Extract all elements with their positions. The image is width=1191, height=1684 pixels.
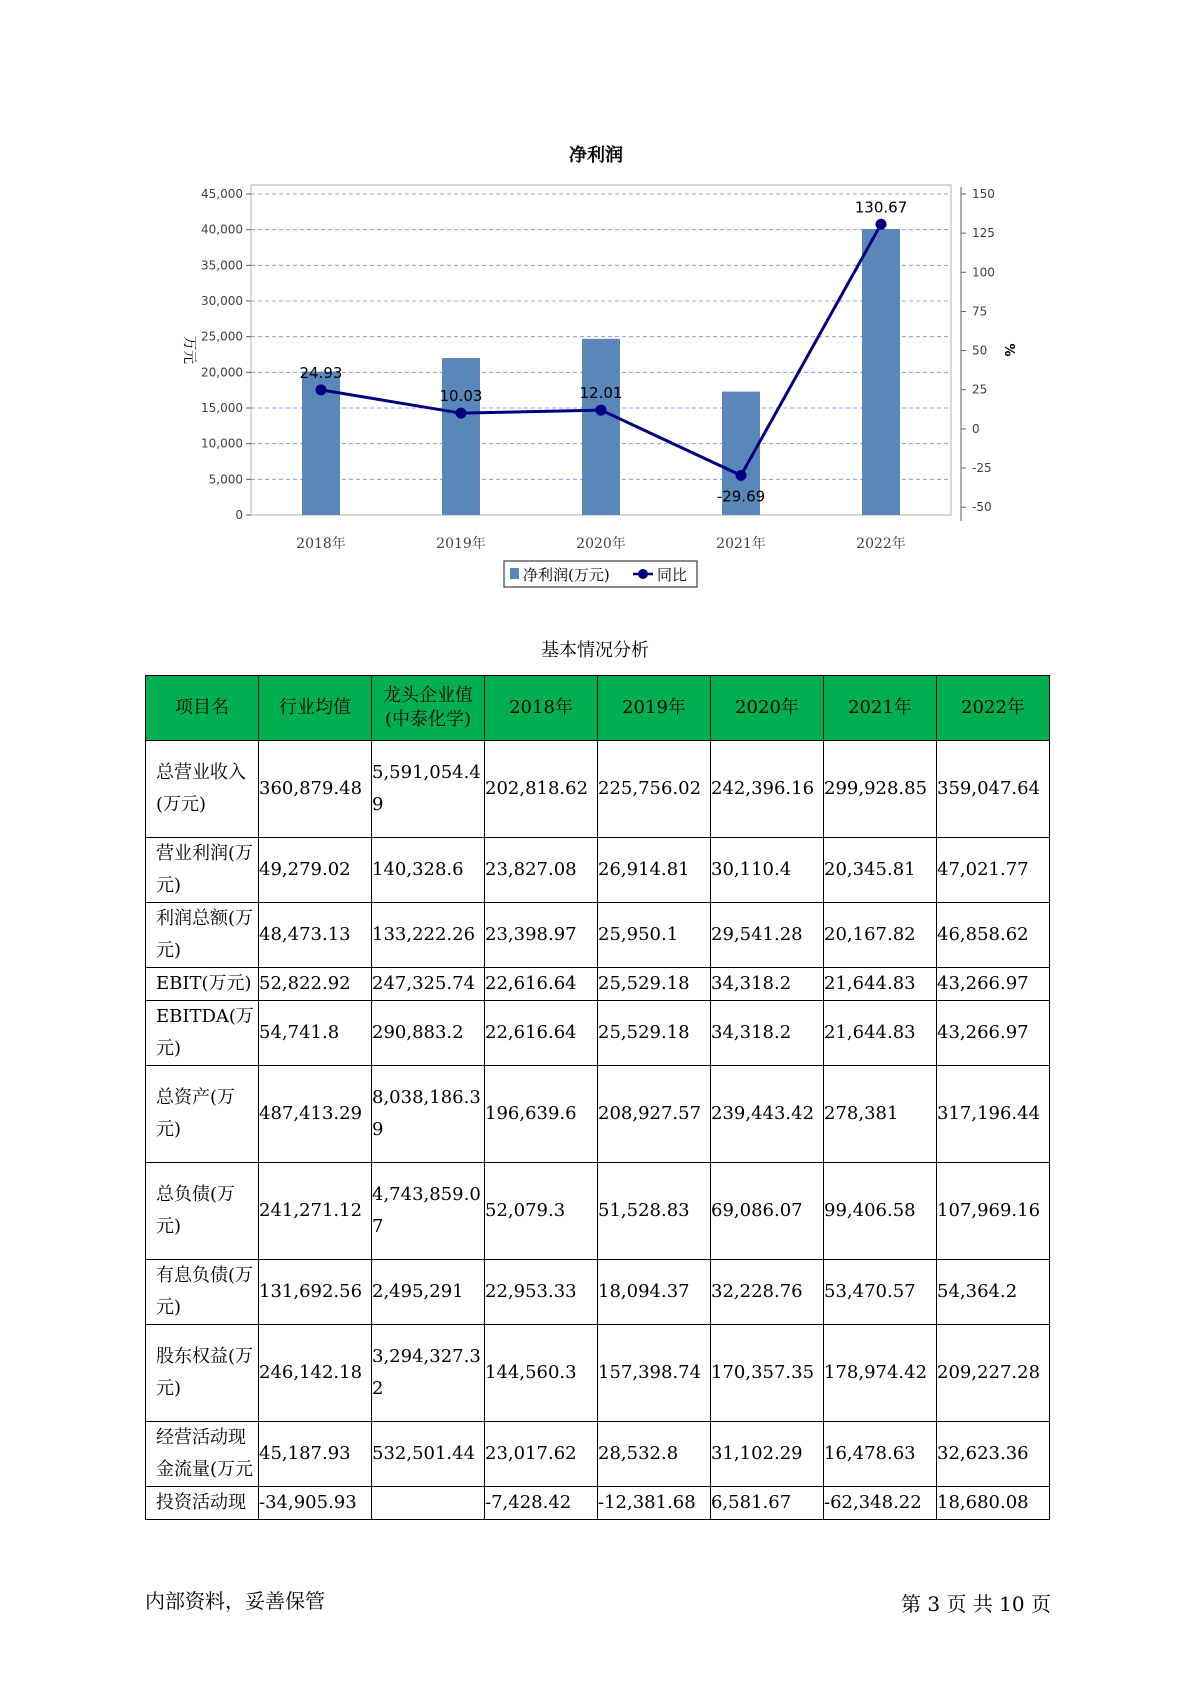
cell-2021: 16,478.63 (824, 1422, 937, 1487)
legend-bar-swatch (510, 568, 519, 579)
x-tick-label: 2020年 (576, 536, 626, 552)
table-row (146, 1001, 1050, 1066)
cell-leader-value: 290,883.2 (372, 1001, 485, 1066)
cell-2019: 157,398.74 (598, 1325, 711, 1422)
cell-2019: 51,528.83 (598, 1163, 711, 1260)
left-tick-label: 30,000 (201, 294, 243, 308)
cell-2022: 317,196.44 (937, 1066, 1050, 1163)
left-tick-label: 10,000 (201, 436, 243, 451)
yoy-data-label: 10.03 (439, 387, 483, 406)
cell-industry-average: 246,142.18 (259, 1325, 372, 1422)
cell-2018: 22,953.33 (485, 1260, 598, 1325)
legend (504, 561, 697, 587)
cell-2019: 28,532.8 (598, 1422, 711, 1487)
cell-leader-value: 532,501.44 (372, 1422, 485, 1487)
table-row (146, 1325, 1050, 1422)
cell-2022: 54,364.2 (937, 1260, 1050, 1325)
cell-industry-average: 487,413.29 (259, 1066, 372, 1163)
cell-2021: 20,345.81 (824, 838, 937, 903)
table-row (146, 1066, 1050, 1163)
left-tick-label: 35,000 (201, 258, 243, 273)
cell-2021: 53,470.57 (824, 1260, 937, 1325)
right-tick-label: 150 (972, 187, 995, 201)
right-tick-label: -25 (972, 461, 992, 476)
header-2019: 2019年 (598, 676, 711, 741)
yoy-point (736, 470, 747, 481)
header-leader-value: 龙头企业值(中泰化学) (372, 676, 485, 741)
cell-item-name: 营业利润(万元) (146, 838, 259, 903)
table-header-row (146, 676, 1050, 741)
cell-industry-average: 52,822.92 (259, 968, 372, 1001)
cell-item-name: 利润总额(万元) (146, 903, 259, 968)
cell-item-name: 股东权益(万元) (146, 1325, 259, 1422)
cell-2020: 239,443.42 (711, 1066, 824, 1163)
left-tick-label: 5,000 (208, 472, 243, 487)
cell-2021: 99,406.58 (824, 1163, 937, 1260)
cell-item-name: 总营业收入(万元) (146, 741, 259, 838)
yoy-point (596, 405, 607, 416)
right-tick-label: 125 (972, 226, 995, 241)
bar-net-profit (862, 229, 900, 515)
cell-2021: 299,928.85 (824, 741, 937, 838)
table-row (146, 741, 1050, 838)
cell-item-name: 总资产(万元) (146, 1066, 259, 1163)
cell-2020: 69,086.07 (711, 1163, 824, 1260)
net-profit-chart (0, 0, 1191, 590)
x-tick-label: 2019年 (436, 536, 486, 552)
cell-2018: 22,616.64 (485, 968, 598, 1001)
right-tick-label: 75 (972, 304, 988, 319)
yoy-data-label: 24.93 (299, 363, 343, 382)
table-caption: 基本情况分析 (541, 640, 649, 661)
cell-2022: 43,266.97 (937, 968, 1050, 1001)
right-tick-label: 100 (972, 265, 995, 280)
header-item-name: 项目名 (146, 676, 259, 741)
right-axis-label: % (1001, 343, 1016, 357)
cell-2018: 23,398.97 (485, 903, 598, 968)
cell-2018: 196,639.6 (485, 1066, 598, 1163)
cell-2018: 23,017.62 (485, 1422, 598, 1487)
cell-leader-value: 247,325.74 (372, 968, 485, 1001)
table-row (146, 1260, 1050, 1325)
left-axis (201, 187, 251, 522)
cell-industry-average: 241,271.12 (259, 1163, 372, 1260)
table-row (146, 1163, 1050, 1260)
header-2018: 2018年 (485, 676, 598, 741)
cell-2022: 107,969.16 (937, 1163, 1050, 1260)
cell-2022: 18,680.08 (937, 1487, 1050, 1520)
cell-leader-value: 140,328.6 (372, 838, 485, 903)
cell-2018: 144,560.3 (485, 1325, 598, 1422)
cell-2022: 359,047.64 (937, 741, 1050, 838)
right-tick-label: -50 (972, 500, 992, 515)
cell-2021: 21,644.83 (824, 968, 937, 1001)
header-2022: 2022年 (937, 676, 1050, 741)
header-2020: 2020年 (711, 676, 824, 741)
cell-industry-average: 48,473.13 (259, 903, 372, 968)
cell-item-name: EBITDA(万元) (146, 1001, 259, 1066)
x-tick-label: 2021年 (716, 536, 766, 552)
cell-2022: 47,021.77 (937, 838, 1050, 903)
right-tick-label: 50 (972, 343, 988, 358)
cell-2021: 178,974.42 (824, 1325, 937, 1422)
right-tick-label: 0 (972, 421, 980, 436)
footer-page-number: 第 3 页 共 10 页 (901, 1592, 1051, 1616)
yoy-point (316, 384, 327, 395)
cell-2018: 52,079.3 (485, 1163, 598, 1260)
cell-industry-average: 45,187.93 (259, 1422, 372, 1487)
cell-2022: 46,858.62 (937, 903, 1050, 968)
cell-2019: 208,927.57 (598, 1066, 711, 1163)
bar-net-profit (442, 358, 480, 515)
cell-2019: 25,950.1 (598, 903, 711, 968)
cell-industry-average: 49,279.02 (259, 838, 372, 903)
cell-2019: 225,756.02 (598, 741, 711, 838)
cell-leader-value: 5,591,054.49 (372, 741, 485, 838)
x-tick-label: 2018年 (296, 536, 346, 552)
cell-2018: 23,827.08 (485, 838, 598, 903)
cell-2022: 43,266.97 (937, 1001, 1050, 1066)
table-row (146, 1422, 1050, 1487)
legend-bar-label: 净利润(万元) (523, 566, 610, 584)
left-tick-label: 0 (235, 508, 243, 522)
cell-leader-value: 3,294,327.32 (372, 1325, 485, 1422)
cell-item-name: 经营活动现金流量(万元 (146, 1422, 259, 1487)
cell-2020: 34,318.2 (711, 968, 824, 1001)
header-2021: 2021年 (824, 676, 937, 741)
cell-industry-average: 360,879.48 (259, 741, 372, 838)
cell-industry-average: 54,741.8 (259, 1001, 372, 1066)
x-axis (296, 535, 906, 552)
cell-item-name: 总负债(万元) (146, 1163, 259, 1260)
left-axis-label: 万元 (181, 336, 197, 364)
cell-2020: 6,581.67 (711, 1487, 824, 1520)
left-tick-label: 20,000 (201, 365, 243, 380)
cell-leader-value: 133,222.26 (372, 903, 485, 968)
cell-2020: 34,318.2 (711, 1001, 824, 1066)
legend-line-marker (638, 569, 648, 579)
header-industry-average: 行业均值 (259, 676, 372, 741)
cell-2019: -12,381.68 (598, 1487, 711, 1520)
table-row (146, 1487, 1050, 1520)
cell-2022: 32,623.36 (937, 1422, 1050, 1487)
cell-industry-average: 131,692.56 (259, 1260, 372, 1325)
yoy-point (456, 408, 467, 419)
yoy-data-label: 12.01 (579, 384, 623, 403)
table-row (146, 903, 1050, 968)
cell-leader-value (372, 1487, 485, 1520)
left-tick-label: 15,000 (201, 401, 243, 415)
right-tick-label: 25 (972, 382, 988, 397)
cell-2020: 32,228.76 (711, 1260, 824, 1325)
cell-2020: 30,110.4 (711, 838, 824, 903)
table-row (146, 838, 1050, 903)
yoy-data-label: -29.69 (716, 487, 766, 506)
cell-industry-average: -34,905.93 (259, 1487, 372, 1520)
cell-2019: 18,094.37 (598, 1260, 711, 1325)
left-tick-label: 45,000 (201, 187, 243, 201)
cell-2019: 25,529.18 (598, 1001, 711, 1066)
cell-2021: -62,348.22 (824, 1487, 937, 1520)
table-row (146, 968, 1050, 1001)
cell-item-name: 有息负债(万元) (146, 1260, 259, 1325)
cell-2021: 20,167.82 (824, 903, 937, 968)
x-tick-label: 2022年 (856, 536, 906, 552)
cell-2018: -7,428.42 (485, 1487, 598, 1520)
footer-confidential-note: 内部资料，妥善保管 (145, 1589, 325, 1613)
cell-2019: 25,529.18 (598, 968, 711, 1001)
cell-2021: 21,644.83 (824, 1001, 937, 1066)
cell-leader-value: 4,743,859.07 (372, 1163, 485, 1260)
right-axis (961, 187, 995, 521)
left-tick-label: 25,000 (201, 329, 243, 344)
cell-2018: 22,616.64 (485, 1001, 598, 1066)
cell-2019: 26,914.81 (598, 838, 711, 903)
cell-2020: 29,541.28 (711, 903, 824, 968)
cell-2020: 31,102.29 (711, 1422, 824, 1487)
cell-leader-value: 8,038,186.39 (372, 1066, 485, 1163)
cell-2018: 202,818.62 (485, 741, 598, 838)
cell-2022: 209,227.28 (937, 1325, 1050, 1422)
cell-leader-value: 2,495,291 (372, 1260, 485, 1325)
yoy-data-label: 130.67 (854, 198, 908, 217)
bar-net-profit (582, 339, 620, 515)
chart-title: 净利润 (569, 145, 623, 166)
basic-analysis-table (145, 675, 1050, 1520)
cell-item-name: EBIT(万元) (146, 968, 259, 1001)
cell-item-name: 投资活动现 (146, 1487, 259, 1520)
yoy-point (876, 219, 887, 230)
legend-line-label: 同比 (657, 566, 688, 584)
cell-2020: 242,396.16 (711, 741, 824, 838)
cell-2020: 170,357.35 (711, 1325, 824, 1422)
left-tick-label: 40,000 (201, 222, 243, 237)
cell-2021: 278,381 (824, 1066, 937, 1163)
